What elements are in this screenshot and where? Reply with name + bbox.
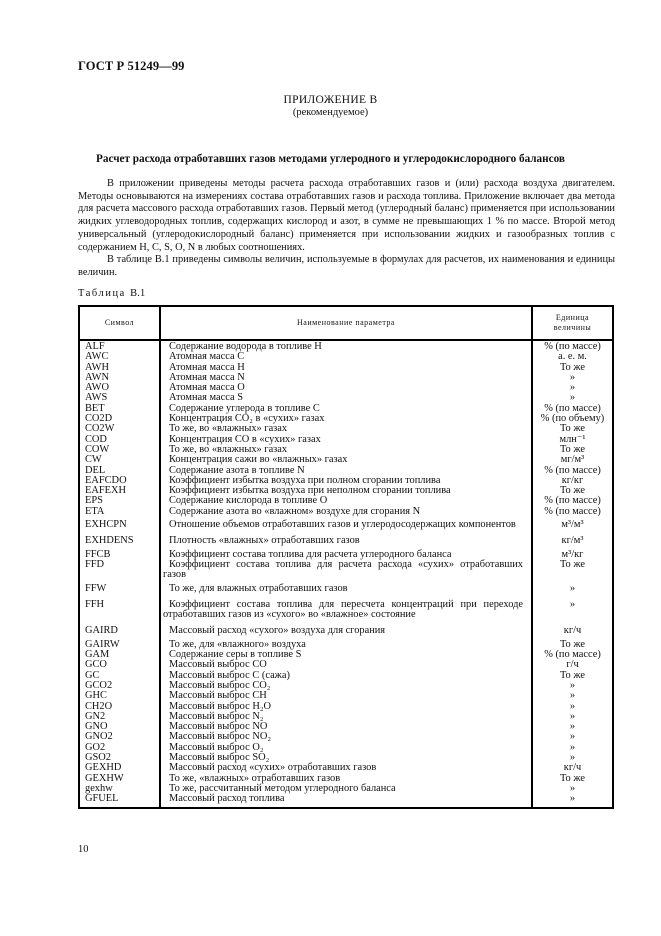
cell-unit: % (по массе) xyxy=(532,507,613,517)
cell-name: Массовый выброс O₂ xyxy=(169,741,264,753)
cell-symbol: FFW xyxy=(79,581,160,597)
table-caption-word: Таблица xyxy=(78,288,126,299)
table-row xyxy=(79,722,613,732)
table-row xyxy=(79,671,613,681)
cell-name: Атомная масса C xyxy=(169,351,245,363)
cell-symbol: ALF xyxy=(79,340,160,352)
cell-name: Содержание серы в топливе S xyxy=(169,649,302,661)
cell-symbol: GCO xyxy=(79,660,160,670)
cell-name: Коэффициент избытка воздуха при неполном сгорании топлива xyxy=(169,485,451,497)
cell-unit: » xyxy=(532,732,613,742)
cell-name: Содержание азота в топливе N xyxy=(169,464,305,476)
cell-name: Массовый выброс CO₂ xyxy=(169,679,271,691)
table-row xyxy=(79,517,613,533)
parameters-table xyxy=(78,305,614,809)
table-row xyxy=(79,581,613,597)
cell-name: Массовый выброс CH xyxy=(169,690,267,702)
table-row xyxy=(79,623,613,639)
cell-symbol: FFCB xyxy=(79,550,160,560)
cell-unit: » xyxy=(532,373,613,383)
table-row xyxy=(79,784,613,794)
cell-symbol: CH2O xyxy=(79,702,160,712)
column-header-unit-line1: Единица xyxy=(555,313,590,322)
cell-unit: % (по массе) xyxy=(532,496,613,506)
cell-symbol: FFD xyxy=(79,560,160,581)
table-row xyxy=(79,712,613,722)
table-row xyxy=(79,763,613,773)
cell-name: Массовый выброс NO xyxy=(169,721,268,733)
cell-symbol: AWC xyxy=(79,352,160,362)
cell-symbol: DEL xyxy=(79,466,160,476)
cell-unit: » xyxy=(532,712,613,722)
cell-name: Массовый выброс SO₂ xyxy=(169,751,270,763)
table-row xyxy=(79,640,613,650)
cell-name: Атомная масса H xyxy=(169,361,245,373)
cell-unit: мг/м³ xyxy=(532,455,613,465)
cell-symbol: EXHDENS xyxy=(79,533,160,549)
cell-unit: г/ч xyxy=(532,660,613,670)
cell-unit: » xyxy=(532,784,613,794)
cell-symbol: COD xyxy=(79,435,160,445)
cell-symbol: GAIRW xyxy=(79,640,160,650)
cell-name: Коэффициент состава топлива для пересчета концентраций при переходе отработавших газов из «сухого» во «влажное» состояние xyxy=(163,598,523,621)
table-row xyxy=(79,486,613,496)
table-row xyxy=(79,340,613,352)
table-row xyxy=(79,435,613,445)
table-row xyxy=(79,732,613,742)
cell-unit: То же xyxy=(532,424,613,434)
table-caption xyxy=(78,288,145,299)
cell-symbol: AWN xyxy=(79,373,160,383)
cell-name: Содержание углерода в топливе C xyxy=(169,402,320,414)
cell-symbol: GCO2 xyxy=(79,681,160,691)
intro-paragraph: В таблице В.1 приведены символы величин, используемые в формулах для расчетов, их наименования и единицы величин. xyxy=(78,254,615,278)
table-row xyxy=(79,393,613,403)
cell-symbol: AWO xyxy=(79,383,160,393)
cell-name: Массовый расход топлива xyxy=(169,793,285,805)
cell-unit: » xyxy=(532,794,613,808)
cell-name: Содержание водорода в топливе H xyxy=(169,341,322,352)
cell-name: То же, во «влажных» газах xyxy=(169,443,288,455)
cell-symbol: GSO2 xyxy=(79,753,160,763)
table-header-row xyxy=(79,306,613,340)
document-code: ГОСТ Р 51249—99 xyxy=(78,59,185,73)
cell-name: Концентрация CO₂ в «сухих» газах xyxy=(169,413,325,425)
table-row xyxy=(79,455,613,465)
cell-symbol: GFUEL xyxy=(79,794,160,808)
cell-unit: » xyxy=(532,743,613,753)
cell-name: Содержание кислорода в топливе O xyxy=(169,495,328,507)
table-row xyxy=(79,352,613,362)
column-header-unit xyxy=(532,306,613,340)
cell-symbol: GNO2 xyxy=(79,732,160,742)
cell-unit: То же xyxy=(532,486,613,496)
table-row xyxy=(79,597,613,624)
cell-symbol: GEXHD xyxy=(79,763,160,773)
cell-unit: кг/ч xyxy=(532,623,613,639)
cell-unit: » xyxy=(532,393,613,403)
cell-symbol: CW xyxy=(79,455,160,465)
cell-symbol: BET xyxy=(79,404,160,414)
cell-symbol: CO2W xyxy=(79,424,160,434)
cell-symbol: gexhw xyxy=(79,784,160,794)
cell-name: Концентрация сажи во «влажных» газах xyxy=(169,454,348,466)
cell-unit: % (по массе) xyxy=(532,404,613,414)
cell-name: Отношение объемов отработавших газов и углеродосодержащих компонентов xyxy=(169,519,516,531)
cell-name: То же, для «влажного» воздуха xyxy=(169,638,306,650)
intro-text xyxy=(78,178,615,280)
cell-name: Атомная масса S xyxy=(169,392,243,404)
cell-name: То же, во «влажных» газах xyxy=(169,423,288,435)
cell-name: Массовый выброс CO xyxy=(169,659,267,671)
table-row xyxy=(79,560,613,581)
cell-name: Содержание азота во «влажном» воздухе для сгорания N xyxy=(169,505,421,517)
cell-unit: То же xyxy=(532,560,613,581)
cell-symbol: EAFEXH xyxy=(79,486,160,496)
page-number: 10 xyxy=(78,844,89,855)
cell-unit: » xyxy=(532,722,613,732)
cell-unit: кг/кг xyxy=(532,476,613,486)
table-row xyxy=(79,533,613,549)
cell-symbol: AWS xyxy=(79,393,160,403)
cell-symbol: GC xyxy=(79,671,160,681)
table-row xyxy=(79,691,613,701)
column-header-symbol: Символ xyxy=(79,306,160,340)
section-title: Расчет расхода отработавших газов методами углеродного и углеродокислородного балансов xyxy=(96,153,565,165)
appendix-subtitle: (рекомендуемое) xyxy=(292,107,369,118)
cell-name: Концентрация CO в «сухих» газах xyxy=(169,433,321,445)
table-row xyxy=(79,681,613,691)
cell-name: Массовый выброс C (сажа) xyxy=(169,669,290,681)
cell-name: Коэффициент состава топлива для расчета углеродного баланса xyxy=(169,548,452,560)
cell-unit: » xyxy=(532,581,613,597)
cell-unit: кг/ч xyxy=(532,763,613,773)
cell-unit: » xyxy=(532,691,613,701)
cell-unit: м³/м³ xyxy=(532,517,613,533)
intro-paragraph: В приложении приведены методы расчета расхода отработавших газов и (или) расхода воздуха двигателем. Методы основываются на измерениях состава отработавших газов и расхода топлива. Приложение включает два метода для расчета массового расхода отработавших газов. Первый метод (углеродный баланс) применяется при использовании жидких углеводородных топлив, содержащих кислород и азот, в сумме не превышающих 1 % по массе. Второй метод универсальный (углеродокислородный баланс) применяется при использовании жидких и газообразных топлив с содержанием H, C, S, O, N в любых соотношениях. xyxy=(78,178,615,253)
cell-name: То же, для влажных отработавших газов xyxy=(169,582,348,594)
cell-unit: м³/кг xyxy=(532,550,613,560)
table-row xyxy=(79,794,613,808)
cell-symbol: EXHCPN xyxy=(79,517,160,533)
table-row xyxy=(79,414,613,424)
cell-symbol: FFH xyxy=(79,597,160,624)
cell-symbol: GN2 xyxy=(79,712,160,722)
cell-unit: млн⁻¹ xyxy=(532,435,613,445)
cell-name: То же, «влажных» отработавших газов xyxy=(169,772,341,784)
table-row xyxy=(79,373,613,383)
cell-unit: а. е. м. xyxy=(532,352,613,362)
table-row xyxy=(79,424,613,434)
cell-unit: % (по массе) xyxy=(532,650,613,660)
cell-unit: % (по массе) xyxy=(532,466,613,476)
table-row xyxy=(79,650,613,660)
column-header-unit-line2: величины xyxy=(553,323,592,332)
cell-name: Коэффициент состава топлива для расчета расхода «сухих» отработавших газов xyxy=(163,558,523,581)
table-body xyxy=(79,340,613,808)
table-caption-number: В.1 xyxy=(130,288,146,299)
cell-symbol: EAFCDO xyxy=(79,476,160,486)
cell-name: Массовый выброс N₂ xyxy=(169,710,264,722)
cell-symbol: GNO xyxy=(79,722,160,732)
table-row xyxy=(79,507,613,517)
cell-unit: То же xyxy=(532,445,613,455)
cell-symbol: GO2 xyxy=(79,743,160,753)
cell-unit: То же xyxy=(532,671,613,681)
cell-symbol: GEXHW xyxy=(79,774,160,784)
table-row xyxy=(79,702,613,712)
cell-name: Массовый расход «сухих» отработавших газов xyxy=(169,762,377,774)
cell-unit: » xyxy=(532,702,613,712)
table-row xyxy=(79,404,613,414)
cell-unit: То же xyxy=(532,363,613,373)
column-header-name: Наименование параметра xyxy=(160,306,532,340)
cell-symbol: COW xyxy=(79,445,160,455)
cell-unit: кг/м³ xyxy=(532,533,613,549)
cell-symbol: EPS xyxy=(79,496,160,506)
cell-name: Коэффициент избытка воздуха при полном сгорании топлива xyxy=(169,474,441,486)
cell-symbol: CO2D xyxy=(79,414,160,424)
cell-unit: » xyxy=(532,753,613,763)
cell-symbol: GHC xyxy=(79,691,160,701)
cell-name: Массовый выброс NO₂ xyxy=(169,731,271,743)
cell-name: Массовый выброс H₂O xyxy=(169,700,271,712)
cell-unit: То же xyxy=(532,640,613,650)
table-row xyxy=(79,743,613,753)
table-row xyxy=(79,660,613,670)
cell-name: Атомная масса N xyxy=(169,371,245,383)
table-row xyxy=(79,383,613,393)
cell-unit: » xyxy=(532,597,613,624)
cell-name: Плотность «влажных» отработавших газов xyxy=(169,535,360,547)
cell-symbol: AWH xyxy=(79,363,160,373)
cell-unit: » xyxy=(532,681,613,691)
cell-unit: То же xyxy=(532,774,613,784)
cell-unit: % (по объему) xyxy=(532,414,613,424)
cell-unit: » xyxy=(532,383,613,393)
appendix-title: ПРИЛОЖЕНИЕ В xyxy=(283,94,378,106)
cell-name: То же, рассчитанный методом углеродного баланса xyxy=(169,782,396,794)
cell-symbol: GAM xyxy=(79,650,160,660)
cell-name: Атомная масса O xyxy=(169,382,245,394)
cell-symbol: GAIRD xyxy=(79,623,160,639)
cell-name: Массовый расход «сухого» воздуха для сгорания xyxy=(169,625,386,637)
cell-unit: % (по массе) xyxy=(532,340,613,352)
cell-symbol: ETA xyxy=(79,507,160,517)
table-row xyxy=(79,363,613,373)
